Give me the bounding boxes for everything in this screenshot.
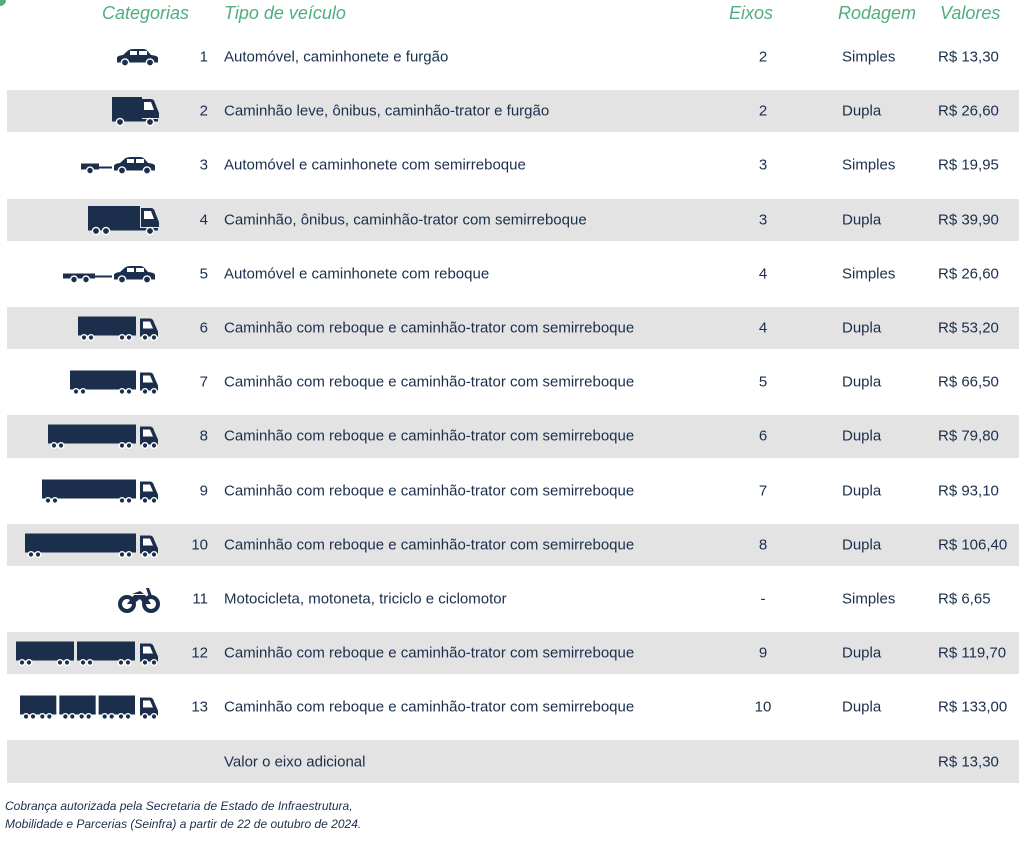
table-row	[0, 518, 1024, 572]
wheelset: Simples	[842, 590, 896, 608]
table-row	[0, 464, 1024, 518]
truck-3-axle-icon	[86, 204, 160, 236]
category-number: 8	[199, 427, 208, 445]
car-trailer-icon	[62, 263, 160, 284]
vehicle-type: Automóvel e caminhonete com reboque	[224, 265, 490, 283]
light-truck-icon	[110, 95, 160, 127]
toll-value: R$ 66,50	[938, 373, 999, 391]
category-number: 2	[199, 102, 208, 120]
axles: 2	[758, 48, 768, 66]
wheelset: Simples	[842, 48, 896, 66]
table-row	[0, 30, 1024, 84]
wheelset: Dupla	[842, 698, 882, 716]
table-row	[0, 680, 1024, 734]
toll-value: R$ 13,30	[938, 753, 999, 771]
truck-4-axle-icon	[78, 315, 160, 342]
toll-value: R$ 39,90	[938, 211, 999, 229]
category-number: 3	[199, 156, 208, 174]
toll-value: R$ 119,70	[938, 644, 1007, 662]
axles: 9	[758, 644, 768, 662]
toll-value: R$ 79,80	[938, 427, 999, 445]
footnote	[5, 797, 361, 833]
category-number: 13	[191, 698, 208, 716]
vehicle-type: Caminhão com reboque e caminhão-trator com semirreboque	[224, 644, 635, 662]
truck-7-axle-icon	[42, 477, 160, 504]
axles: 3	[758, 211, 768, 229]
category-number: 9	[199, 482, 208, 500]
toll-value: R$ 26,60	[938, 265, 999, 283]
vehicle-type: Caminhão leve, ônibus, caminhão-trator e furgão	[224, 102, 550, 120]
toll-value: R$ 19,95	[938, 156, 999, 174]
toll-value: R$ 106,40	[938, 536, 1008, 554]
header-tipo: Tipo de veículo	[224, 3, 346, 23]
motorcycle-icon	[118, 585, 160, 613]
wheelset: Dupla	[842, 211, 882, 229]
axles: 4	[758, 319, 768, 337]
table-row	[0, 301, 1024, 355]
vehicle-type: Valor o eixo adicional	[224, 753, 366, 771]
category-number: 4	[199, 211, 208, 229]
toll-value: R$ 13,30	[938, 48, 999, 66]
category-number: 7	[199, 373, 208, 391]
toll-value: R$ 53,20	[938, 319, 999, 337]
wheelset: Dupla	[842, 102, 882, 120]
axles: -	[760, 590, 766, 608]
axles: 5	[758, 373, 768, 391]
table-header	[0, 0, 1024, 28]
table-row	[0, 626, 1024, 680]
table-row	[0, 84, 1024, 138]
axles: 4	[758, 265, 768, 283]
wheelset: Dupla	[842, 482, 882, 500]
table-row	[0, 247, 1024, 301]
header-eixos: Eixos	[729, 3, 774, 23]
toll-value: R$ 133,00	[938, 698, 1008, 716]
header-categorias: Categorias	[102, 3, 190, 23]
category-number: 11	[192, 590, 208, 608]
truck-8-axle-icon	[25, 531, 160, 558]
category-number: 1	[199, 48, 208, 66]
toll-value: R$ 26,60	[938, 102, 999, 120]
vehicle-type: Caminhão com reboque e caminhão-trator com semirreboque	[224, 373, 635, 391]
category-number: 6	[199, 319, 208, 337]
header-rodagem: Rodagem	[838, 3, 917, 23]
vehicle-type: Caminhão com reboque e caminhão-trator com semirreboque	[224, 698, 635, 716]
category-number: 12	[191, 644, 208, 662]
vehicle-type: Caminhão com reboque e caminhão-trator com semirreboque	[224, 482, 635, 500]
truck-6-axle-icon	[48, 423, 160, 450]
wheelset: Simples	[842, 156, 896, 174]
truck-10-axle-icon	[20, 694, 160, 721]
axles: 7	[758, 482, 768, 500]
table-row	[0, 355, 1024, 409]
table-row	[0, 572, 1024, 626]
axles: 3	[758, 156, 768, 174]
toll-value: R$ 6,65	[938, 590, 991, 608]
vehicle-type: Caminhão com reboque e caminhão-trator com semirreboque	[224, 536, 635, 554]
toll-value: R$ 93,10	[938, 482, 999, 500]
table-row	[0, 138, 1024, 192]
vehicle-type: Caminhão com reboque e caminhão-trator com semirreboque	[224, 427, 635, 445]
toll-table	[0, 30, 1024, 789]
table-row	[0, 409, 1024, 463]
category-number: 10	[191, 536, 208, 554]
truck-9-axle-icon	[16, 640, 160, 667]
wheelset: Dupla	[842, 427, 882, 445]
vehicle-type: Automóvel e caminhonete com semirreboque	[224, 156, 526, 174]
footnote-line-2: Mobilidade e Parcerias (Seinfra) a partir de 22 de outubro de 2024.	[5, 817, 362, 831]
car-semitrailer-icon	[80, 155, 160, 176]
axles: 6	[758, 427, 768, 445]
footnote-line-1: Cobrança autorizada pela Secretaria de Estado de Infraestrutura,	[5, 799, 353, 813]
axles: 8	[758, 536, 768, 554]
vehicle-type: Caminhão, ônibus, caminhão-trator com semirreboque	[224, 211, 587, 229]
axles: 2	[758, 102, 768, 120]
wheelset: Dupla	[842, 644, 882, 662]
vehicle-type: Automóvel, caminhonete e furgão	[224, 48, 449, 66]
truck-5-axle-icon	[70, 369, 160, 396]
wheelset: Dupla	[842, 373, 882, 391]
table-row	[0, 193, 1024, 247]
vehicle-type: Caminhão com reboque e caminhão-trator com semirreboque	[224, 319, 635, 337]
header-valores: Valores	[940, 3, 1001, 23]
wheelset: Dupla	[842, 319, 882, 337]
table-row-additional-axle	[0, 734, 1024, 788]
axles: 10	[754, 698, 772, 716]
wheelset: Dupla	[842, 536, 882, 554]
vehicle-type: Motocicleta, motoneta, triciclo e ciclomotor	[224, 590, 507, 608]
category-number: 5	[199, 265, 208, 283]
car-icon	[114, 47, 160, 68]
wheelset: Simples	[842, 265, 896, 283]
